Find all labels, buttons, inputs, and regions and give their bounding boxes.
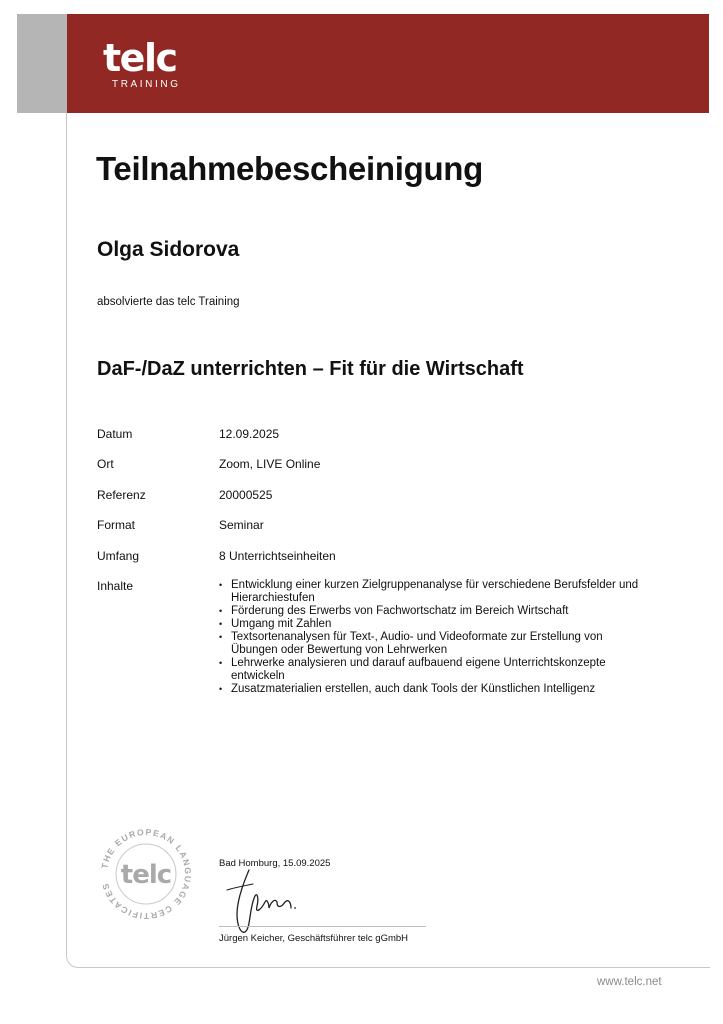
telc-training-logo (103, 38, 181, 90)
detail-label-format: Format (97, 518, 136, 532)
detail-label-inhalte: Inhalte (97, 579, 134, 593)
seal-ring-text: THE EUROPEAN LANGUAGE CERTIFICATES (99, 826, 194, 922)
course-title: DaF-/DaZ unterrichten – Fit für die Wirtschaft (97, 358, 524, 380)
contents-list (219, 579, 649, 696)
detail-label-umfang: Umfang (97, 549, 140, 563)
list-item: • Entwicklung einer kurzen Zielgruppenanalyse für verschiedene Berufsfelder und Hierarchiestufen (219, 579, 649, 605)
header-grey-strip (17, 14, 67, 113)
certificate-title: Teilnahmebescheinigung (96, 150, 484, 187)
place-date: Bad Homburg, 15.09.2025 (219, 858, 331, 869)
detail-value-referenz: 20000525 (219, 488, 273, 502)
list-item: • Lehrwerke analysieren und darauf aufbauend eigene Unterrichtskonzepte entwickeln (219, 657, 649, 683)
detail-label-datum: Datum (97, 427, 133, 441)
website-link[interactable]: www.telc.net (597, 976, 662, 988)
detail-value-ort: Zoom, LIVE Online (219, 457, 321, 471)
detail-label-referenz: Referenz (97, 488, 146, 502)
completed-text: absolvierte das telc Training (97, 296, 240, 308)
detail-value-datum: 12.09.2025 (219, 427, 280, 441)
signature-line (219, 926, 426, 927)
telc-seal (92, 820, 200, 928)
logo-word: telc (103, 36, 177, 80)
signer-name: Jürgen Keicher, Geschäftsführer telc gGmbH (219, 933, 409, 944)
list-item: • Zusatzmaterialien erstellen, auch dank Tools der Künstlichen Intelligenz (219, 683, 649, 696)
detail-label-ort: Ort (97, 457, 114, 471)
list-item: • Umgang mit Zahlen (219, 618, 649, 631)
seal-center-text: telc (120, 860, 172, 890)
list-item: • Textsortenanalysen für Text-, Audio- und Videoformate zur Erstellung von Übungen oder Bewertung von Lehrwerken (219, 631, 649, 657)
detail-value-format: Seminar (219, 518, 264, 532)
participant-name: Olga Sidorova (97, 238, 240, 261)
list-item: • Förderung des Erwerbs von Fachwortschatz im Bereich Wirtschaft (219, 605, 649, 618)
detail-value-umfang: 8 Unterrichtseinheiten (219, 549, 336, 563)
logo-subtitle: TRAINING (112, 79, 181, 90)
handwritten-signature (219, 862, 299, 942)
